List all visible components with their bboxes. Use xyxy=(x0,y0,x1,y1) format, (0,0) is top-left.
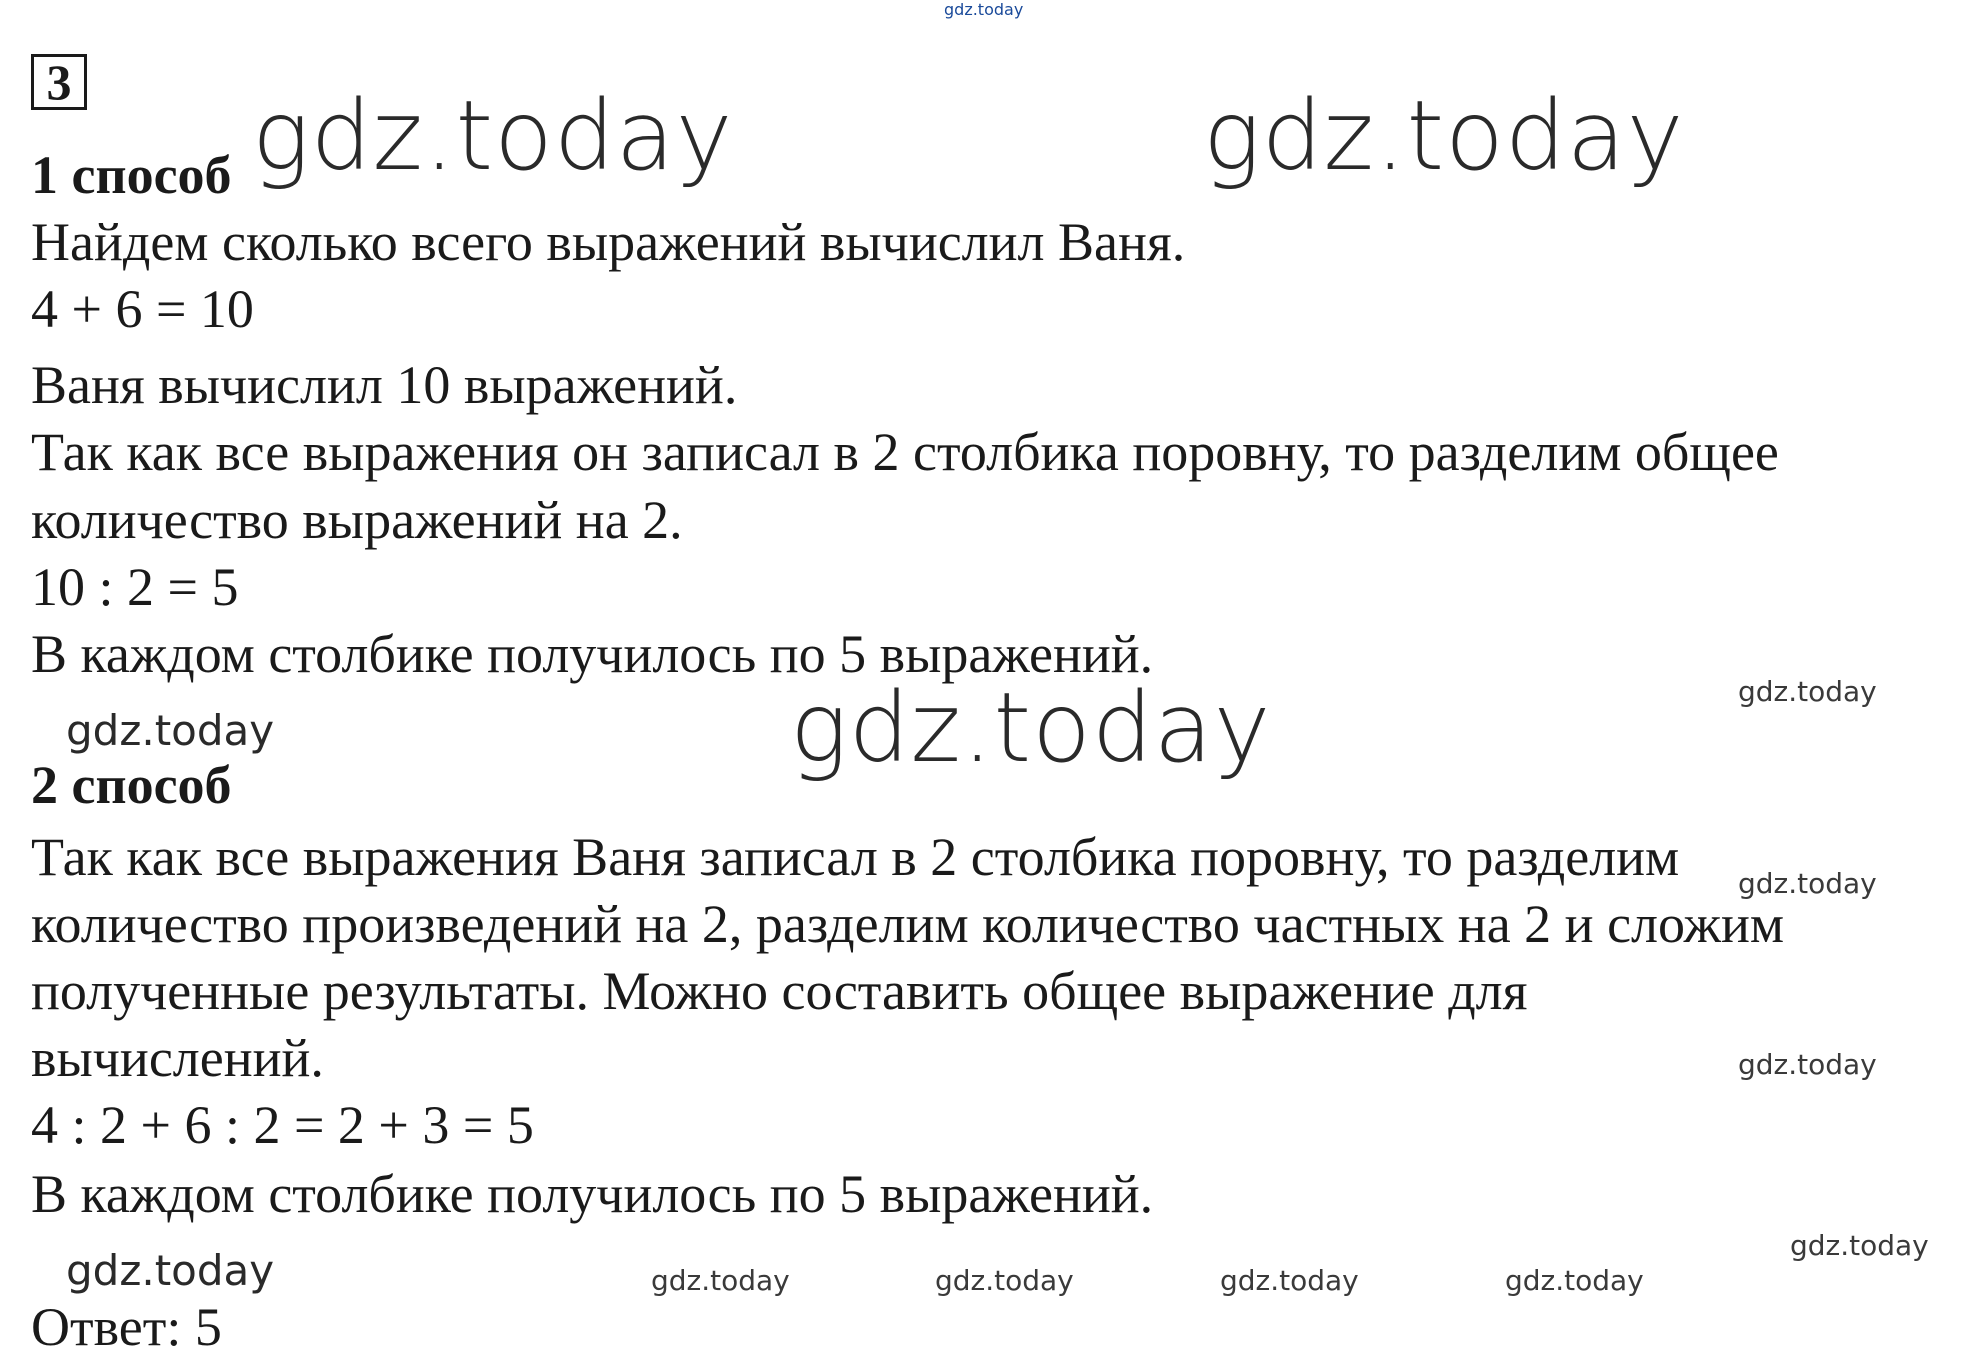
watermark: gdz.today xyxy=(651,1264,790,1297)
method2-line: Так как все выражения Ваня записал в 2 столбика поровну, то разделим xyxy=(31,827,1680,887)
method1-heading: 1 способ xyxy=(31,145,232,205)
watermark: gdz.today xyxy=(790,672,1272,784)
method2-heading: 2 способ xyxy=(31,755,232,815)
method1-line: В каждом столбике получилось по 5 выражений. xyxy=(31,624,1154,684)
answer: Ответ: 5 xyxy=(31,1297,222,1357)
watermark: gdz.today xyxy=(1203,80,1685,192)
watermark: gdz.today xyxy=(1738,1048,1877,1081)
watermark: gdz.today xyxy=(1505,1264,1644,1297)
method2-line: полученные результаты. Можно составить общее выражение для xyxy=(31,961,1528,1021)
method1-line: Ваня вычислил 10 выражений. xyxy=(31,355,738,415)
watermark: gdz.today xyxy=(1738,675,1877,708)
task-number: 3 xyxy=(31,54,87,110)
method1-line: 4 + 6 = 10 xyxy=(31,279,254,339)
method2-line: вычислений. xyxy=(31,1028,324,1088)
watermark: gdz.today xyxy=(66,706,275,755)
method2-line: количество произведений на 2, разделим количество частных на 2 и сложим xyxy=(31,894,1785,954)
watermark: gdz.today xyxy=(1790,1229,1929,1262)
method1-line: Найдем сколько всего выражений вычислил Ваня. xyxy=(31,212,1186,272)
watermark: gdz.today xyxy=(1220,1264,1359,1297)
watermark: gdz.today xyxy=(1738,867,1877,900)
watermark: gdz.today xyxy=(66,1246,275,1295)
watermark: gdz.today xyxy=(935,1264,1074,1297)
method1-line: Так как все выражения он записал в 2 столбика поровну, то разделим общее xyxy=(31,422,1779,482)
watermark: gdz.today xyxy=(944,0,1024,19)
method2-line: В каждом столбике получилось по 5 выражений. xyxy=(31,1164,1154,1224)
method2-line: 4 : 2 + 6 : 2 = 2 + 3 = 5 xyxy=(31,1095,534,1155)
method1-line: 10 : 2 = 5 xyxy=(31,557,239,617)
watermark: gdz.today xyxy=(252,80,734,192)
method1-line: количество выражений на 2. xyxy=(31,490,683,550)
